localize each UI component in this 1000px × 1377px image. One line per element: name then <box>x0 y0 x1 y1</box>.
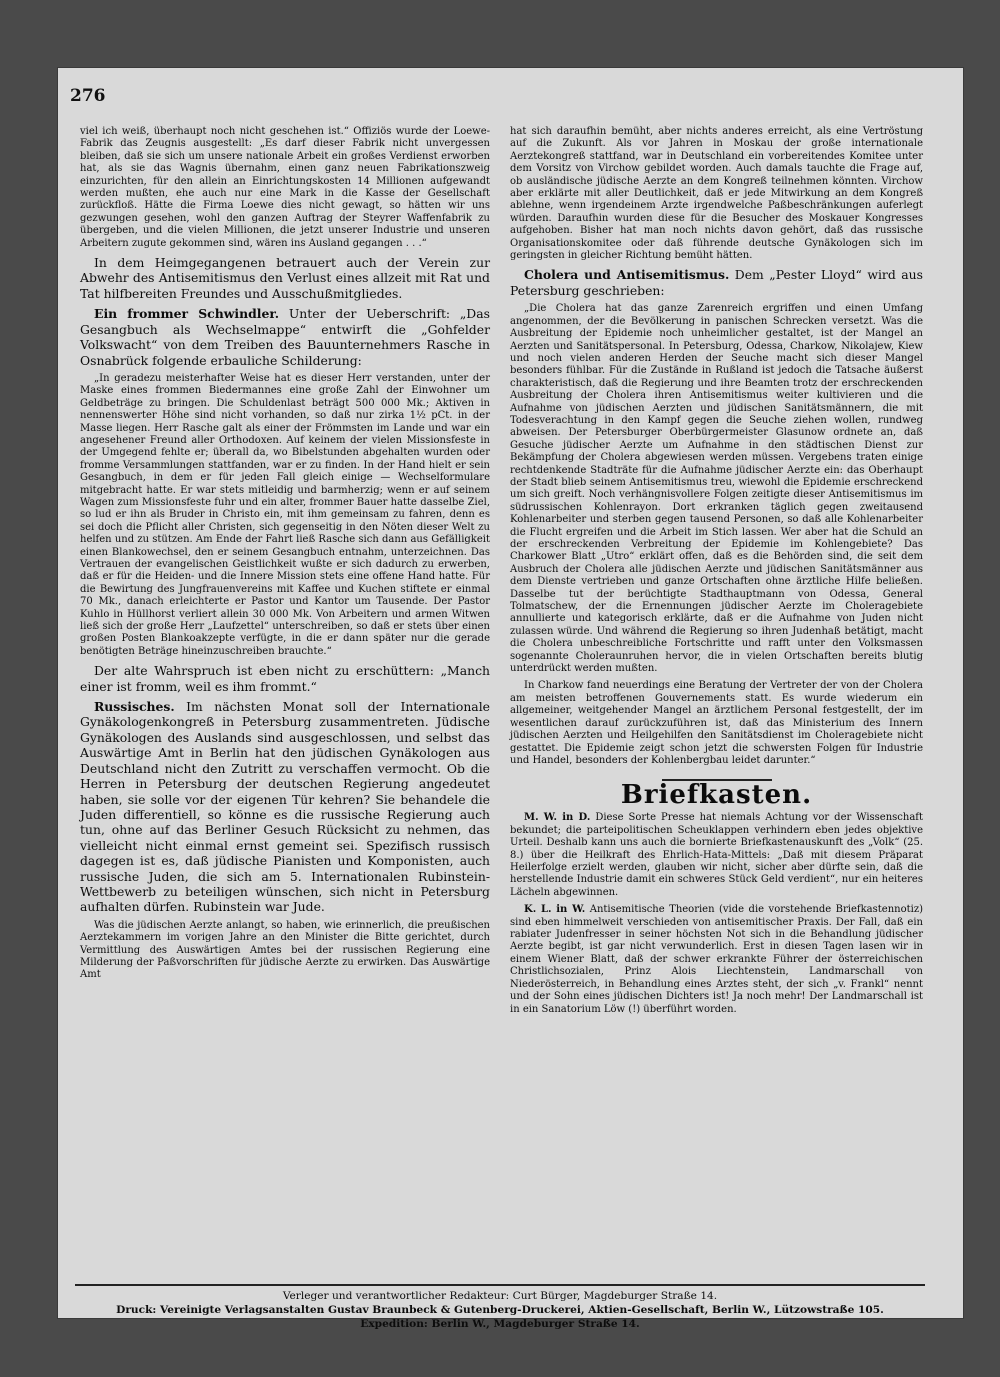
paragraph-obituary: In dem Heimgegangenen betrauert auch der Verein zur Abwehr des Antisemitismus den Verlust eines allzeit mit Rat und Tat hilfbereiten Freundes und Ausschußmitgliedes. <box>80 255 490 301</box>
letter-reply-1 <box>510 812 923 899</box>
section-cholera <box>510 267 923 298</box>
section-body: Im nächsten Monat soll der Internationale Gynäkologenkongreß in Petersburg zusammentreten. Jüdische Gynäkologen des Auslands sind ausgeschlossen, und selbst das Auswärtige Amt in Berlin hat den jüdischen Gynäkologen aus Deutschland nicht den Zutritt zu verschaffen vermocht. Ob die Herren in Petersburg der deutschen Regierung angedeutet haben, sie solle vor der eigenen Tür kehren? Sie behandele die Juden differentiell, so könne es die russische Regierung auch tun, ohne auf das Berliner Gesuch Rücksicht zu nehmen, das vielleicht nicht einmal ernst gemeint sei. Spezifisch russisch dagegen ist es, daß jüdische Pianisten und Komponisten, auch russische Juden, die sich am 5. Internationalen Rubinstein-Wettbewerb zu beteiligen wünschen, sich nicht in Petersburg aufhalten dürfen. Rubinstein war Jude. <box>80 699 490 915</box>
letter-recipient: M. W. in D. <box>524 812 591 824</box>
paragraph-charkow: In Charkow fand neuerdings eine Beratung der Vertreter der von der Cholera am meisten betroffenen Gouvernements statt. Es wurde wiederum ein allgemeiner, weitgehender Mangel an ärztlichem Personal festgestellt, der im wesentlichen darauf zurückzuführen ist, daß das Ministerium des Innern jüdischen Aerzten und Heilgehilfen den Sanitätsdienst im Choleragebiete nicht gestattet. Die Epidemie zeigt schon jetzt die schwersten Folgen für Industrie und Handel, besonders der Kohlenbergbau leidet darunter.“ <box>510 680 923 766</box>
section-russisches <box>80 699 490 915</box>
quote-cholera: „Die Cholera hat das ganze Zarenreich ergriffen und einen Umfang angenommen, der die Bevölkerung in panischen Schrecken versetzt. Was die Ausbreitung der Epidemie noch unheimlicher gestaltet, ist der Mangel an Aerzten und Sanitätspersonal. In Petersburg, Odessa, Charkow, Nikolajew, Kiew und noch vielen anderen Herden der Seuche macht sich dieser Mangel besonders fühlbar. Für die Zustände in Rußland ist jedoch die Tatsache äußerst charakteristisch, daß die Regierung und ihre Beamten trotz der erschreckenden Ausbreitung der Cholera ihren Antisemitismus weiter kultivieren und die Aufnahme von jüdischen Aerzten und jüdischen Sanitätsmännern, die mit Todesverachtung in den Kampf gegen die Seuche ziehen wollen, rundweg abweisen. Der Petersburger Oberbürgermeister Glasunow ordnete an, daß Gesuche jüdischer Aerzte um Aufnahme in den städtischen Dienst zur Bekämpfung der Cholera abgewiesen werden müssen. Vergebens traten einige rechtdenkende Stadträte für die Aufnahme jüdischer Aerzte ein: das Oberhaupt der Stadt blieb seinem Antisemitismus treu, wiewohl die Epidemie erschreckend um sich greift. Noch verhängnisvollere Folgen zeitigte dieser Antisemitismus im südrussischen Kohlenrayon. Dort erkranken täglich gegen zweitausend Kohlenarbeiter und sterben gegen tausend Personen, so daß alle Kohlenarbeiter die Flucht ergreifen und die Arbeit im Stich lassen. Wer aber hat die Schuld an der erschreckenden Verbreitung der Epidemie im Kohlengebiete? Das Charkower Blatt „Utro“ erklärt offen, daß es die Behörden sind, die seit dem Ausbruch der Cholera alle jüdischen Aerzte und jüdischen Sanitätsmänner aus dem Dienste vertrieben und ganze Ortschaften ohne ärztliche Hilfe beließen. Dasselbe tut der berüchtigte Stadthauptmann von Odessa, General Tolmatschew, der die Ernennungen jüdischer Aerzte im Choleragebiete annullierte und kategorisch erklärte, daß er die Aufnahme von Juden nicht zulassen würde. Und während die Regierung so ihren Judenhaß betätigt, macht die Cholera unbeschreibliche Fortschritte und rafft unter den Volksmassen sogenannte Choleraunruhen hervor, die in vielen Ortschaften bereits blutig unterdrückt werden mußten. <box>510 303 923 675</box>
right-column <box>510 126 923 1021</box>
paragraph-loewe: viel ich weiß, überhaupt noch nicht geschehen ist.“ Offiziös wurde der Loewe-Fabrik das Zeugnis ausgestellt: „Es darf dieser Fabrik nicht unvergessen bleiben, daß sie sich um unsere nationale Arbeit ein großes Verdienst erworben hat, als sie das Wagnis übernahm, einen ganz neuen Fabrikationszweig einzurichten, für den allein an Einrichtungskosten 14 Millionen aufgewandt werden mußten, ehe auch nur eine Mark in die Kasse der Gesellschaft zurückfloß. Hätte die Firma Loewe dies nicht gewagt, so hätten wir uns gezwungen gesehen, wohl den ganzen Auftrag der Steyrer Waffenfabrik zu übergeben, und die vielen Millionen, die jetzt unserer Industrie und unseren Arbeitern zugute gekommen sind, wären ins Ausland gegangen . . .“ <box>80 126 490 249</box>
section-heading: Cholera und Antisemitismus. <box>524 267 730 283</box>
paragraph-virchow: hat sich daraufhin bemüht, aber nichts anderes erreicht, als eine Vertröstung auf die Zukunft. Als vor Jahren in Moskau der große internationale Aerztekongreß stattfand, war in Deutschland ein vorbereitendes Komitee unter dem Vorsitz von Virchow gebildet worden. Auch damals tauchte die Frage auf, ob ausländische jüdische Aerzte an dem Kongreß teilnehmen könnten. Virchow aber erklärte mit aller Deutlichkeit, daß er jede Mitwirkung an dem Kongreß ablehne, wenn irgendeinem Arzte irgendwelche Paßbeschränkungen auferlegt würden. Daraufhin wurden diese für die Besucher des Moskauer Kongresses aufgehoben. Bisher hat man noch nichts davon gehört, daß das russische Organisationskomitee oder daß führende deutsche Gynäkologen sich im geringsten in gleicher Richtung bemüht hätten. <box>510 126 923 262</box>
imprint-editor: Verleger und verantwortlicher Redakteur: Curt Bürger, Magdeburger Straße 14. <box>282 1290 718 1302</box>
letter-body: Diese Sorte Presse hat niemals Achtung vor der Wissenschaft bekundet; die parteipolitischen Scheuklappen verhindern eben jedes objektive Urteil. Deshalb kann uns auch die bornierte Briefkastenauskunft des „Volk“ (25. 8.) über die Heilkraft des Ehrlich-Hata-Mittels: „Daß mit diesem Präparat Heilerfolge erzielt werden, glauben wir nicht, sicher aber dürfte sein, daß die herstellende Industrie damit ein schweres Stück Geld verdient“, nur ein heiteres Lächeln abgewinnen. <box>510 812 924 898</box>
imprint <box>75 1284 925 1331</box>
paragraph-wahrspruch: Der alte Wahrspruch ist eben nicht zu erschüttern: „Manch einer ist fromm, weil es ihm frommt.“ <box>80 663 490 694</box>
page-number: 276 <box>70 86 106 106</box>
section-heading: Ein frommer Schwindler. <box>94 306 280 322</box>
letter-reply-2 <box>510 904 923 1016</box>
section-heading: Russisches. <box>94 699 175 715</box>
section-intro: Unter der Ueberschrift: „Das Gesangbuch als Wechselmappe“ entwirft die „Gohfelder Volkswacht“ von dem Treiben des Bauunternehmers Rasche in Osnabrück folgende erbauliche Schilderung: <box>80 306 490 368</box>
section-frommer-schwindler <box>80 306 490 368</box>
quote-rasche: „In geradezu meisterhafter Weise hat es dieser Herr verstanden, unter der Maske eines frommen Biedermannes eine große Zahl der Einwohner um Geldbeträge zu bringen. Die Schuldenlast beträgt 500 000 Mk.; Aktiven in nennenswerter Höhe sind nicht vorhanden, so daß nur zirka 1½ pCt. in der Masse liegen. Herr Rasche galt als einer der Frömmsten im Lande und war ein angesehener Freund aller Orthodoxen. Auf keinem der vielen Missionsfeste in der Umgegend fehlte er; überall da, wo Bibelstunden abgehalten wurden oder fromme Versammlungen stattfanden, war er zu finden. In der Hand hielt er sein Gesangbuch, in dem er für jeden Fall gleich einige — Wechselformulare mitgebracht hatte. Er war stets mitleidig und barmherzig; wenn er auf seinem Wagen zum Missionsfeste fuhr und ein alter, frommer Bauer hatte dasselbe Ziel, so lud er ihn als Bruder in Christo ein, mit ihm gemeinsam zu fahren, denn es sei doch die Pflicht aller Christen, sich gegenseitig in den Nöten dieser Welt zu helfen und zu stützen. Am Ende der Fahrt ließ Rasche sich dann aus Gefälligkeit einen Blankowechsel, den er seinem Gesangbuch entnahm, unterzeichnen. Das Vertrauen der evangelischen Geistlichkeit wußte er sich dadurch zu erwerben, daß er für die Heiden- und die Innere Mission stets eine offene Hand hatte. Für die Bewirtung des Jungfrauenvereins mit Kaffee und Kuchen stiftete er einmal 70 Mk., danach erleichterte er Pastor und Kantor um Tausende. Der Pastor Kuhlo in Hüllhorst verliert allein 30 000 Mk. Von Arbeitern und armen Witwen ließ sich der große Herr „Laufzettel“ unterschreiben, so daß er stets über einen großen Posten Blankoakzepte verfügte, in die er dann später nur die gerade benötigten Beträge hineinzuschreiben brauchte.“ <box>80 372 490 657</box>
letter-recipient: K. L. in W. <box>524 904 586 916</box>
imprint-expedition: Expedition: Berlin W., Magdeburger Straße 14. <box>360 1318 640 1330</box>
letter-body: Antisemitische Theorien (vide die vorstehende Briefkastennotiz) sind eben himmelweit verschieden von antisemitischer Praxis. Der Fall, daß ein rabiater Judenfresser in seiner höchsten Not sich in die Behandlung jüdischer Aerzte begibt, ist gar nicht verwunderlich. Erst in diesen Tagen lasen wir in einem Wiener Blatt, daß der schwer erkrankte Führer der österreichischen Christlichsozialen, Prinz Alois Liechtenstein, Landmarschall von Niederösterreich, in Behandlung eines Arztes steht, der sich „v. Frankl“ nennt und der Sohn eines jüdischen Dichters ist! Ja noch mehr! Der Landmarschall ist in ein Sanatorium Löw (!) überführt worden. <box>510 904 923 1015</box>
briefkasten-heading: Briefkasten. <box>620 780 813 811</box>
imprint-printer: Druck: Vereinigte Verlagsanstalten Gustav Braunbeck & Gutenberg-Druckerei, Aktien-Gesellschaft, Berlin W., Lützowstraße 105. <box>116 1304 884 1316</box>
paragraph-aerzte: Was die jüdischen Aerzte anlangt, so haben, wie erinnerlich, die preußischen Aerztekammern im vorigen Jahre an den Minister die Bitte gerichtet, durch Vermittlung des Auswärtigen Amtes bei der russischen Regierung eine Milderung der Paßvorschriften für jüdische Aerzte zu erwirken. Das Auswärtige Amt <box>80 919 490 981</box>
section-intro: Dem „Pester Lloyd“ wird aus Petersburg geschrieben: <box>510 267 923 298</box>
left-column <box>80 126 490 987</box>
